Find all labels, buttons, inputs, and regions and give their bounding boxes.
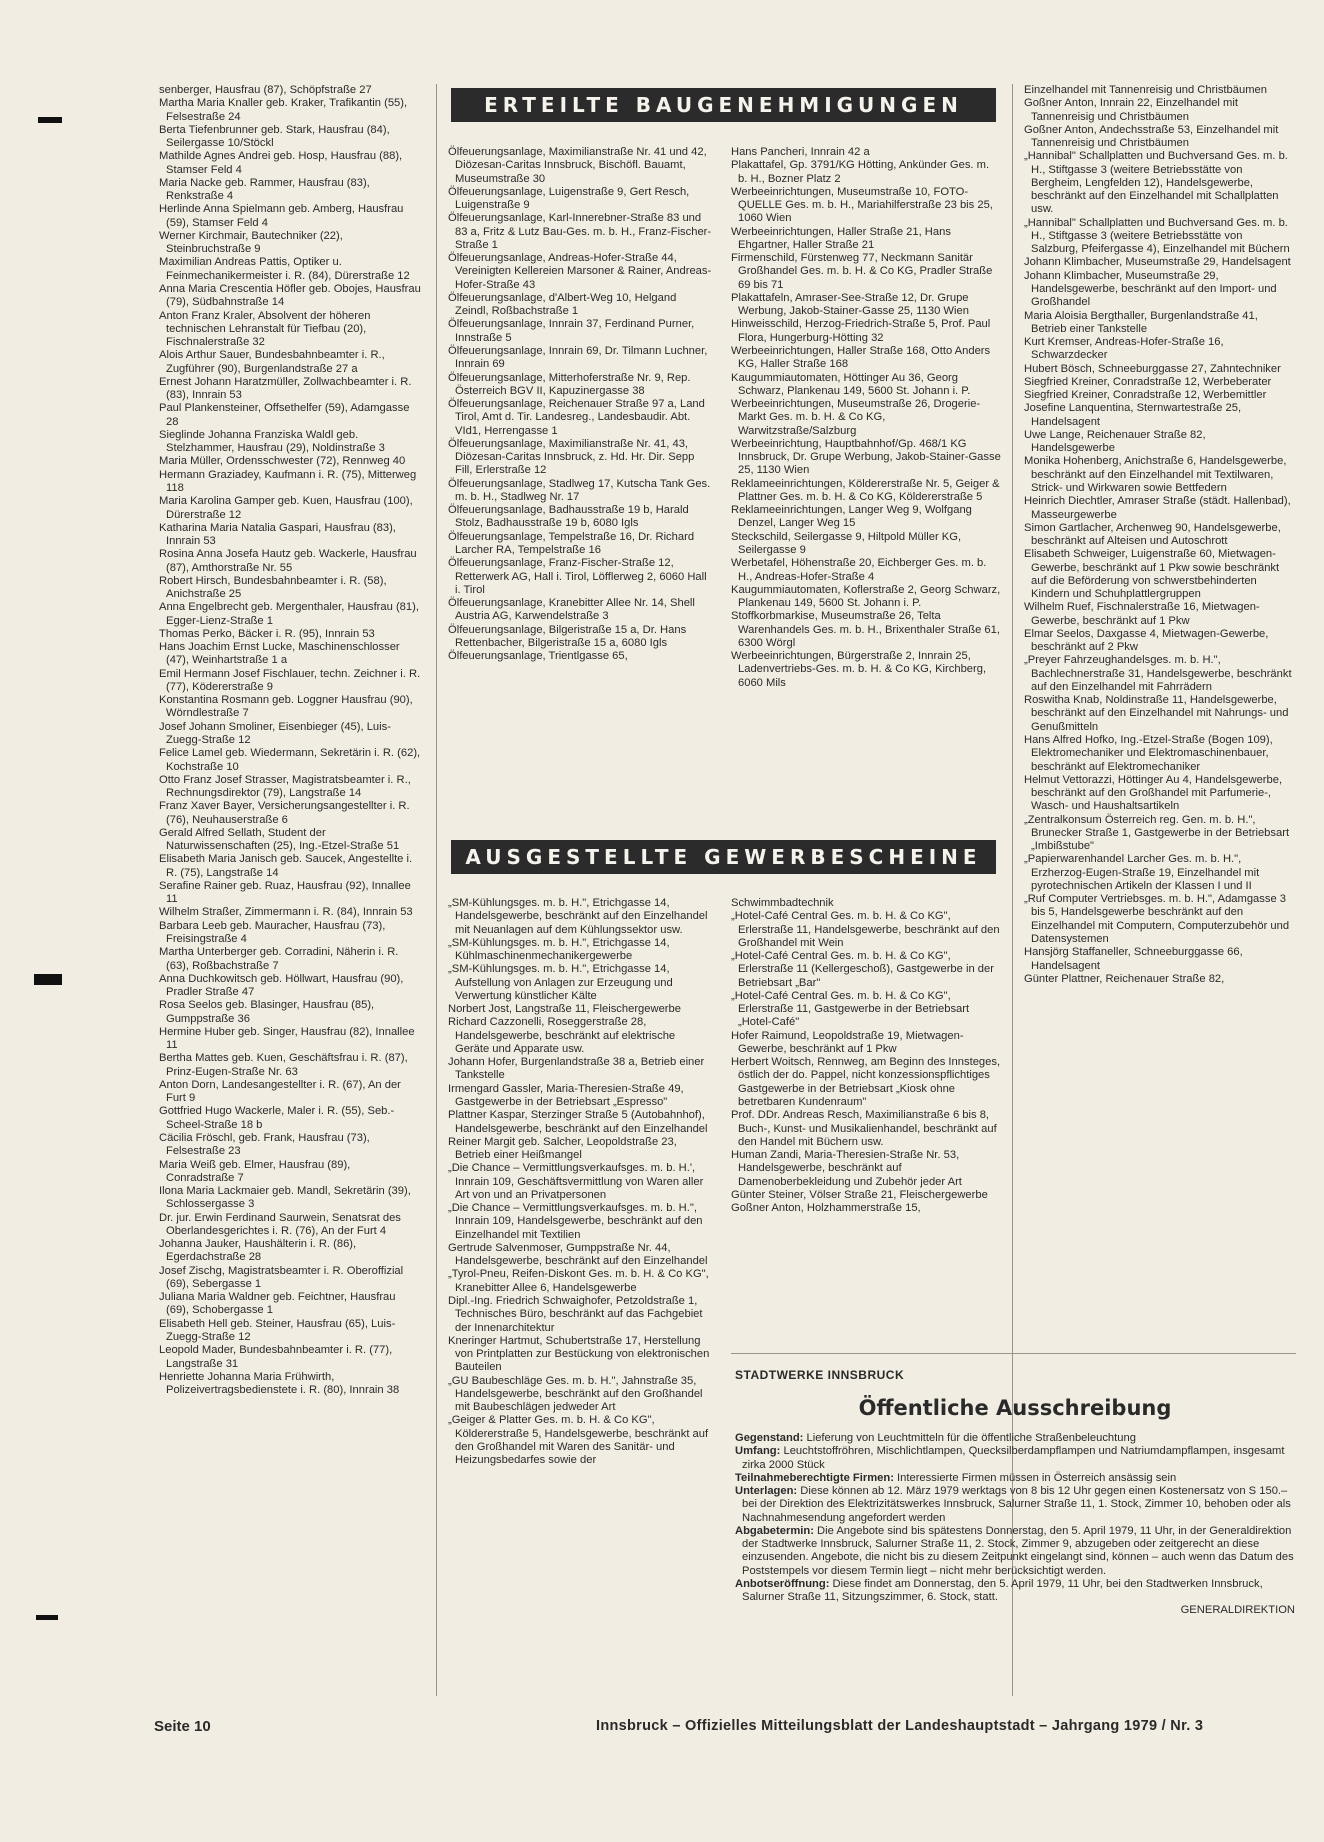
page-number: Seite 10 [154,1718,211,1735]
list-item: Alois Arthur Sauer, Bundesbahnbeamter i. R., Zugführer (90), Burgenlandstraße 27 a [159,349,385,375]
list-item: Heinrich Diechtler, Amraser Straße (städt. Hallenbad), Masseurgewerbe [1024,495,1291,521]
list-item: senberger, Hausfrau (87), Schöpfstraße 27 [159,84,372,96]
list-item: Ölfeuerungsanlage, Reichenauer Straße 97 a, Land Tirol, Amt d. Tir. Landesreg., Landesbaudir. Abt. VId1, Herrengasse 1 [448,398,705,437]
list-item: Kaugummiautomaten, Koflerstraße 2, Georg Schwarz, Plankenau 149, 5600 St. Johann i. P. [731,583,1001,610]
column-divider [436,84,437,1696]
list-item: Hermine Huber geb. Singer, Hausfrau (82), Innallee 11 [159,1025,415,1052]
list-item: Ölfeuerungsanlage, Maximilianstraße Nr. 41, 43, Diözesan-Caritas Innsbruck, z. Hd. Hr. Dir. Sepp Fill, Erlerstraße 12 [448,437,695,477]
list-item: Anna Engelbrecht geb. Mergenthaler, Hausfrau (81), Egger-Lienz-Straße 1 [159,601,419,627]
list-item: Dr. jur. Erwin Ferdinand Saurwein, Senatsrat des Oberlandesgerichtes i. R. (76), An der Furt 4 [159,1211,401,1237]
list-item: Maria Aloisia Bergthaller, Burgenlandstraße 41, Betrieb einer Tankstelle [1024,309,1258,335]
list-item: Maria Müller, Ordensschwester (72), Rennweg 40 [159,455,406,468]
registration-mark [34,974,62,985]
list-item: Ölfeuerungsanlage, Karl-Innerebner-Straße 83 und 83 a, Fritz & Lutz Bau-Ges. m. b. H., Franz-Fischer-Straße 1 [448,212,712,251]
list-item: Werbeeinrichtungen, Bürgerstraße 2, Innrain 25, Ladenvertriebs-Ges. m. b. H. & Co KG, Kirchberg, 6060 Mils [731,650,987,689]
list-item: Helmut Vettorazzi, Höttinger Au 4, Handelsgewerbe, beschränkt auf den Großhandel mit Parfumerie-, Wasch- und Haushaltsartikeln [1024,773,1283,813]
list-item: „Ruf Computer Vertriebsges. m. b. H.", Adamgasse 3 bis 5, Handelsgewerbe beschränkt auf den Einzelhandel mit Computern, Computerzubehör und Datensystemen [1024,893,1290,945]
list-item: Günter Steiner, Völser Straße 21, Fleischergewerbe [731,1188,988,1201]
list-item: Hofer Raimund, Leopoldstraße 19, Mietwagen-Gewerbe, beschränkt auf 1 Pkw [731,1029,964,1055]
list-item: Siegfried Kreiner, Conradstraße 12, Werbeberater [1024,375,1272,388]
list-item: Ölfeuerungsanlage, Bilgeristraße 15 a, Dr. Hans Rettenbacher, Bilgeristraße 15 a, 6080 Igls [448,623,687,649]
list-item: Sieglinde Johanna Franziska Waldl geb. Stelzhammer, Hausfrau (29), Noldinstraße 3 [159,428,385,455]
list-item: Leopold Mader, Bundesbahnbeamter i. R. (77), Langstraße 31 [159,1344,393,1370]
list-item: Steckschild, Seilergasse 9, Hiltpold Müller KG, Seilergasse 9 [731,530,962,556]
section-divider [731,1353,1296,1354]
tender-item-label: Anbotseröffnung: [735,1577,830,1590]
list-item: Elmar Seelos, Daxgasse 4, Mietwagen-Gewerbe, beschränkt auf 2 Pkw [1024,627,1269,654]
list-item: Katharina Maria Natalia Gaspari, Hausfrau (83), Innrain 53 [159,521,396,548]
list-item: Siegfried Kreiner, Conradstraße 12, Werbemittler [1024,389,1267,402]
tender-item-text: Diese können ab 12. März 1979 werktags von 8 bis 12 Uhr gegen einen Kostenersatz von S 150.– bei der Direktion des Elektrizitätswerkes Innsbruck, Salurner Straße 11, 1. Stock, Zimmer 10, behoben oder als Nachnahmesendung angefordert werden [742,1485,1291,1524]
list-item: Elisabeth Maria Janisch geb. Saucek, Angestellte i. R. (75), Langstraße 14 [159,853,413,879]
list-item: Emil Hermann Josef Fischlauer, techn. Zeichner i. R. (77), Ködererstraße 9 [159,667,421,693]
list-item: Gottfried Hugo Wackerle, Maler i. R. (55), Seb.-Scheel-Straße 18 b [159,1105,395,1131]
list-item: Werbeeinrichtungen, Haller Straße 168, Otto Anders KG, Haller Straße 168 [731,344,991,371]
list-item: Otto Franz Josef Strasser, Magistratsbeamter i. R., Rechnungsdirektor (79), Langstraße 14 [159,773,411,800]
list-item: Goßner Anton, Innrain 22, Einzelhandel mit Tannenreisig und Christbäumen [1024,97,1238,123]
list-item: Prof. DDr. Andreas Resch, Maximilianstraße 6 bis 8, Buch-, Kunst- und Musikalienhandel, beschränkt auf den Handel mit Büchern usw. [731,1109,997,1148]
list-item: „Die Chance – Vermittlungsverkaufsges. m. b. H.", Innrain 109, Handelsgewerbe, beschränkt auf den Einzelhandel mit Textilien [448,1202,703,1241]
list-item: Ölfeuerungsanlage, Tempelstraße 16, Dr. Richard Larcher RA, Tempelstraße 16 [448,530,695,556]
list-item: Bertha Mattes geb. Kuen, Geschäftsfrau i. R. (87), Prinz-Eugen-Straße Nr. 63 [159,1052,408,1078]
list-item: Henriette Johanna Maria Frühwirth, Polizeivertragsbedienstete i. R. (80), Innrain 38 [159,1370,400,1397]
list-item: Herlinde Anna Spielmann geb. Amberg, Hausfrau (59), Stamser Feld 4 [159,203,404,229]
tender-item-text: Diese findet am Donnerstag, den 5. April 1979, 11 Uhr, bei den Stadtwerken Innsbruck, Salurner Straße 11, Sitzungszimmer, 6. Stock, statt. [742,1577,1263,1604]
list-item: Ölfeuerungsanlage, Innrain 37, Ferdinand Purner, Innstraße 5 [448,318,695,344]
list-item: „Preyer Fahrzeughandelsges. m. b. H.", Bachlechnerstraße 31, Handelsgewerbe, beschränkt auf den Einzelhandel mit Fahrrädern [1024,654,1292,693]
gewerbescheine-right-column [731,897,1001,1215]
list-item: Ernest Johann Haratzmüller, Zollwachbeamter i. R. (83), Innrain 53 [159,375,412,402]
list-item: Franz Xaver Bayer, Versicherungsangestellter i. R. (76), Neuhauserstraße 6 [159,800,410,826]
tender-item-label: Unterlagen: [735,1485,798,1498]
gewerbescheine-left-column [448,897,712,1467]
list-item: Maria Nacke geb. Rammer, Hausfrau (83), Renkstraße 4 [159,176,370,203]
list-item: Kneringer Hartmut, Schubertstraße 17, Herstellung von Printplatten zur Bestückung von elektronischen Bauteilen [448,1334,710,1374]
list-item: Ölfeuerungsanlage, d'Albert-Weg 10, Helgand Zeindl, Roßbachstraße 1 [448,291,677,318]
list-item: Josefine Lanquentina, Sternwartestraße 25, Handelsagent [1024,402,1242,428]
list-item: „Hotel-Café Central Ges. m. b. H. & Co KG", Erlerstraße 11, Gastgewerbe in der Betriebsart „Hotel-Café" [731,989,970,1029]
list-item: Konstantina Rosmann geb. Loggner Hausfrau (90), Wörndlestraße 7 [159,694,413,720]
list-item: Anton Dorn, Landesangestellter i. R. (67), An der Furt 9 [159,1078,401,1105]
list-item: Maximilian Andreas Pattis, Optiker u. Feinmechanikermeister i. R. (84), Dürerstraße 12 [159,256,410,282]
list-item: Martha Maria Knaller geb. Kraker, Trafikantin (55), Felsestraße 24 [159,97,408,123]
tender-item-text: Leuchtstoffröhren, Mischlichtlampen, Quecksilberdampflampen und Natriumdampflampen, insgesamt zirka 2000 Stück [742,1445,1285,1471]
list-item: Robert Hirsch, Bundesbahnbeamter i. R. (58), Anichstraße 25 [159,574,387,601]
list-item: Hermann Graziadey, Kaufmann i. R. (75), Mitterweg 118 [159,468,417,494]
list-item: Reklameeinrichtungen, Köldererstraße Nr. 5, Geiger & Plattner Ges. m. b. H. & Co KG, Köldererstraße 5 [731,477,1000,503]
list-item: „Die Chance – Vermittlungsverkaufsges. m. b. H.', Innrain 109, Geschäftsvermittlung von Waren aller Art von und an Privatpersonen [448,1162,704,1201]
list-item: Herbert Woitsch, Rennweg, am Beginn des Innsteges, östlich der do. Pappel, nicht konzessionspflichtiges Gastgewerbe in der Betriebsart „Kiosk ohne betretbaren Kundenraum" [731,1056,1001,1108]
list-item: Rosa Seelos geb. Blasinger, Hausfrau (85), Gumppstraße 36 [159,999,375,1025]
list-item: Einzelhandel mit Tannenreisig und Christbäumen [1024,84,1267,96]
tender-item-label: Teilnahmeberechtigte Firmen: [735,1471,894,1484]
death-notices-column [159,84,421,1397]
publication-line: Innsbruck – Offizielles Mitteilungsblatt der Landeshauptstadt – Jahrgang 1979 / Nr. 3 [596,1718,1204,1734]
list-item: „Geiger & Platter Ges. m. b. H. & Co KG", Köldererstraße 5, Handelsgewerbe, beschränkt auf den Großhandel mit Waren des Sanitär- und Heizungsbedarfes sowie der [448,1414,709,1467]
list-item: Anna Maria Crescentia Höfler geb. Obojes, Hausfrau (79), Südbahnstraße 14 [159,282,421,309]
list-item: Schwimmbadtechnik [731,897,834,909]
list-item: Johanna Jauker, Haushälterin i. R. (86), Egerdachstraße 28 [159,1238,357,1264]
tender-body [735,1432,1295,1604]
list-item: Plakattafel, Gp. 3791/KG Hötting, Ankünder Ges. m. b. H., Bozner Platz 2 [731,159,990,185]
tender-item-text: Lieferung von Leuchtmitteln für die öffentliche Straßenbeleuchtung [803,1432,1136,1444]
tender-signature: GENERALDIREKTION [1180,1604,1295,1617]
tender-item [735,1525,1295,1578]
registration-mark [38,117,62,123]
list-item: Ölfeuerungsanlage, Innrain 69, Dr. Tilmann Luchner, Innrain 69 [448,344,708,371]
tender-item [735,1472,1295,1485]
baugenehmigungen-left-column [448,146,712,663]
list-item: „Tyrol-Pneu, Reifen-Diskont Ges. m. b. H. & Co KG", Kranebitter Allee 6, Handelsgewerbe [448,1268,709,1294]
list-item: Werbeeinrichtungen, Museumstraße 10, FOTO-QUELLE Ges. m. b. H., Mariahilferstraße 23 bis 25, 1060 Wien [731,185,993,225]
list-item: „Papierwarenhandel Larcher Ges. m. b. H.", Erzherzog-Eugen-Straße 19, Einzelhandel mit pyrotechnischen Artikeln der Klassen I und II [1024,853,1260,892]
list-item: Kurt Kremser, Andreas-Hofer-Straße 16, Schwarzdecker [1024,336,1224,362]
list-item: Elisabeth Hell geb. Steiner, Hausfrau (65), Luis-Zuegg-Straße 12 [159,1317,396,1343]
list-item: Ilona Maria Lackmaier geb. Mandl, Sekretärin (39), Schlossergasse 3 [159,1185,411,1211]
list-item: „SM-Kühlungsges. m. b. H.", Etrichgasse 14, Aufstellung von Anlagen zur Erzeugung und Verwertung künstlicher Kälte [448,963,673,1002]
list-item: Berta Tiefenbrunner geb. Stark, Hausfrau (84), Seilergasse 10/Stöckl [159,123,390,150]
list-item: Hans Pancheri, Innrain 42 a [731,146,870,158]
list-item: Kaugummiautomaten, Höttinger Au 36, Georg Schwarz, Plankenau 149, 5600 St. Johann i. P. [731,371,971,397]
list-item: Martha Unterberger geb. Corradini, Näherin i. R. (63), Roßbachstraße 7 [159,946,399,972]
list-item: Johann Klimbacher, Museumstraße 29, Handelsgewerbe, beschränkt auf den Import- und Großhandel [1024,269,1277,309]
list-item: Ölfeuerungsanlage, Andreas-Hofer-Straße 44, Vereinigten Kellereien Marsoner & Rainer, Andreas-Hofer-Straße 43 [448,252,712,291]
list-item: Ölfeuerungsanlage, Luigenstraße 9, Gert Resch, Luigenstraße 9 [448,185,690,212]
list-item: Reiner Margit geb. Salcher, Leopoldstraße 23, Betrieb einer Heißmangel [448,1135,677,1162]
list-item: Goßner Anton, Holzhammerstraße 15, [731,1202,921,1215]
list-item: Human Zandi, Maria-Theresien-Straße Nr. 53, Handelsgewerbe, beschränkt auf Damenoberbekleidung und Zubehör jeder Art [731,1149,962,1188]
list-item: Maria Weiß geb. Elmer, Hausfrau (89), Conradstraße 7 [159,1158,351,1184]
list-item: Serafine Rainer geb. Ruaz, Hausfrau (92), Innallee 11 [159,879,411,906]
list-item: Maria Karolina Gamper geb. Kuen, Hausfrau (100), Dürerstraße 12 [159,495,413,521]
list-item: Elisabeth Schweiger, Luigenstraße 60, Mietwagen-Gewerbe, beschränkt auf 1 Pkw sowie beschränkt auf die Beförderung von schwerstbehinderten Kindern und Schuhplattlergruppen [1024,548,1280,601]
list-item: Werbeeinrichtungen, Museumstraße 26, Drogerie-Markt Ges. m. b. H. & Co KG, Warwitzstraße/Salzburg [731,398,981,437]
list-item: Stoffkorbmarkise, Museumstraße 26, Telta Warenhandels Ges. m. b. H., Brixenthaler Straße 61, 6300 Wörgl [731,610,1000,649]
tender-item [735,1485,1295,1525]
list-item: Juliana Maria Waldner geb. Feichtner, Hausfrau (69), Schobergasse 1 [159,1291,396,1317]
list-item: „SM-Kühlungsges. m. b. H.", Etrichgasse 14, Kühlmaschinenmechanikergewerbe [448,936,670,963]
list-item: „Hotel-Café Central Ges. m. b. H. & Co KG", Erlerstraße 11 (Kellergeschoß), Gastgewerbe in der Betriebsart „Bar" [731,950,994,989]
list-item: Hans Joachim Ernst Lucke, Maschinenschlosser (47), Weinhartstraße 1 a [159,641,400,667]
list-item: Barbara Leeb geb. Mauracher, Hausfrau (73), Freisingstraße 4 [159,919,386,945]
tender-item-text: Interessierte Firmen müssen in Österreich ansässig sein [893,1471,1177,1484]
banner-baugenehmigungen: ERTEILTE BAUGENEHMIGUNGEN [451,88,996,122]
list-item: Wilhelm Ruef, Fischnalerstraße 16, Mietwagen-Gewerbe, beschränkt auf 1 Pkw [1024,601,1260,627]
list-item: Gertrude Salvenmoser, Gumppstraße Nr. 44, Handelsgewerbe, beschränkt auf den Einzelhandel [448,1241,708,1268]
list-item: Felice Lamel geb. Wiedermann, Sekretärin i. R. (62), Kochstraße 10 [159,747,421,773]
list-item: Reklameeinrichtungen, Langer Weg 9, Wolfgang Denzel, Langer Weg 15 [731,504,972,530]
list-item: Roswitha Knab, Noldinstraße 11, Handelsgewerbe, beschränkt auf den Einzelhandel mit Nahrungs- und Genußmitteln [1024,694,1289,733]
tender-item [735,1445,1295,1472]
list-item: Hansjörg Staffaneller, Schneeburggasse 66, Handelsagent [1024,946,1243,972]
list-item: Anna Duchkowitsch geb. Höllwart, Hausfrau (90), Pradler Straße 47 [159,972,404,999]
list-item: Günter Plattner, Reichenauer Straße 82, [1024,972,1225,985]
list-item: Anton Franz Kraler, Absolvent der höheren technischen Lehranstalt für Tiefbau (20), Fischnalerstraße 32 [159,309,371,349]
list-item: „Zentralkonsum Österreich reg. Gen. m. b. H.", Brunecker Straße 1, Gastgewerbe in der Betriebsart „Imbißstube" [1024,813,1290,853]
list-item: Johann Klimbacher, Museumstraße 29, Handelsagent [1024,256,1291,269]
tender-item [735,1432,1295,1445]
baugenehmigungen-right-column [731,146,1001,690]
list-item: Hinweisschild, Herzog-Friedrich-Straße 5, Prof. Paul Flora, Hungerburg-Hötting 32 [731,318,991,344]
list-item: Werner Kirchmair, Bautechniker (22), Steinbruchstraße 9 [159,229,343,256]
list-item: Johann Hofer, Burgenlandstraße 38 a, Betrieb einer Tankstelle [448,1056,705,1082]
tender-item [735,1578,1295,1605]
registration-mark [36,1615,58,1620]
list-item: „Hannibal" Schallplatten und Buchversand Ges. m. b. H., Stiftgasse 3 (weitere Betriebsstätte von Salzburg, Pfeifergasse 4), Einzelhandel mit Büchern [1024,216,1290,256]
list-item: Ölfeuerungsanlage, Stadlweg 17, Kutscha Tank Ges. m. b. H., Stadlweg Nr. 17 [448,477,711,503]
list-item: Mathilde Agnes Andrei geb. Hosp, Hausfrau (88), Stamser Feld 4 [159,150,403,176]
list-item: „Hotel-Café Central Ges. m. b. H. & Co KG", Erlerstraße 11, Handelsgewerbe, beschränkt auf den Großhandel mit Wein [731,910,1000,949]
tender-title: Öffentliche Ausschreibung [858,1396,1172,1420]
list-item: Werbeeinrichtungen, Haller Straße 21, Hans Ehgartner, Haller Straße 21 [731,225,951,251]
tender-notice [735,1368,1295,1616]
tender-publisher: STADTWERKE INNSBRUCK [735,1368,905,1382]
list-item: Hans Alfred Hofko, Ing.-Etzel-Straße (Bogen 109), Elektromechaniker und Elektromaschinenbauer, beschränkt auf Elektromechaniker [1024,734,1273,773]
list-item: Richard Cazzonelli, Roseggerstraße 28, Handelsgewerbe, beschränkt auf elektrische Geräte und Apparate usw. [448,1016,676,1055]
banner-gewerbescheine: AUSGESTELLTE GEWERBESCHEINE [451,840,996,874]
list-item: „SM-Kühlungsges. m. b. H.", Etrichgasse 14, Handelsgewerbe, beschränkt auf den Einzelhandel mit Neuanlagen auf dem Kühlungssektor usw. [448,897,708,936]
list-item: Irmengard Gassler, Maria-Theresien-Straße 49, Gastgewerbe in der Betriebsart „Espresso" [448,1082,684,1108]
list-item: Ölfeuerungsanlage, Badhausstraße 19 b, Harald Stolz, Badhausstraße 19 b, 6080 Igls [448,504,689,530]
tender-item-label: Abgabetermin: [735,1524,814,1537]
list-item: Werbeeinrichtung, Hauptbahnhof/Gp. 468/1 KG Innsbruck, Dr. Grupe Werbung, Jakob-Stainer-Gasse 25, 1130 Wien [731,437,1001,477]
tender-item-text: Die Angebote sind bis spätestens Donnerstag, den 5. April 1979, 11 Uhr, in der Generaldirektion der Stadtwerke Innsbruck, Salurner Straße 11, 2. Stock, Zimmer 9, abzugeben oder zeitgerecht an diese einzusenden. Angebote, die nicht bis zu diesem Zeitpunkt eingelangt sind, können – auch wenn das Datum des Poststempels vor diesem Termin liegt – nicht mehr berücksichtigt werden. [742,1524,1294,1577]
list-item: Ölfeuerungsanlage, Kranebitter Allee Nr. 14, Shell Austria AG, Karwendelstraße 3 [448,597,695,623]
tender-item-label: Umfang: [735,1445,781,1458]
list-item: „Hannibal" Schallplatten und Buchversand Ges. m. b. H., Stiftgasse 3 (weitere Betriebsstätte von Bergheim, Lengfelden 12), Handelsgewerbe, beschränkt auf den Einzelhandel mit Schallplatten usw. [1024,150,1288,216]
list-item: Monika Hohenberg, Anichstraße 6, Handelsgewerbe, beschränkt auf den Einzelhandel mit Textilwaren, Strick- und Wirkwaren sowie Bettfedern [1024,455,1287,494]
list-item: Thomas Perko, Bäcker i. R. (95), Innrain 53 [159,627,375,640]
list-item: Hubert Bösch, Schneeburggasse 27, Zahntechniker [1024,362,1281,375]
list-item: Paul Plankensteiner, Offsethelfer (59), Adamgasse 28 [159,402,410,428]
list-item: Firmenschild, Fürstenweg 77, Neckmann Sanitär Großhandel Ges. m. b. H. & Co KG, Pradler Straße 69 bis 71 [731,252,993,291]
list-item: Rosina Anna Josefa Hautz geb. Wackerle, Hausfrau (87), Amthorstraße Nr. 55 [159,548,417,574]
list-item: Dipl.-Ing. Friedrich Schwaighofer, Petzoldstraße 1, Technisches Büro, beschränkt auf das Fachgebiet der Innenarchitektur [448,1294,703,1334]
list-item: Plakattafeln, Amraser-See-Straße 12, Dr. Grupe Werbung, Jakob-Stainer-Gasse 25, 1130 Wien [731,291,969,318]
list-item: Wilhelm Straßer, Zimmermann i. R. (84), Innrain 53 [159,906,413,919]
list-item: Plattner Kaspar, Sterzinger Straße 5 (Autobahnhof), Handelsgewerbe, beschränkt auf den Einzelhandel [448,1109,708,1135]
list-item: Norbert Jost, Langstraße 11, Fleischergewerbe [448,1003,681,1016]
list-item: Werbetafel, Höhenstraße 20, Eichberger Ges. m. b. H., Andreas-Hofer-Straße 4 [731,557,987,583]
list-item: Simon Gartlacher, Archenweg 90, Handelsgewerbe, beschränkt auf Alteisen und Autoschrott [1024,521,1281,548]
list-item: Uwe Lange, Reichenauer Straße 82, Handelsgewerbe [1024,428,1206,455]
list-item: Ölfeuerungsanlage, Trientlgasse 65, [448,650,628,663]
list-item: „GU Baubeschläge Ges. m. b. H.", Jahnstraße 35, Handelsgewerbe, beschränkt auf den Großhandel mit Baubeschlägen jedweder Art [448,1374,703,1414]
list-item: Ölfeuerungsanlage, Mitterhoferstraße Nr. 9, Rep. Österreich BGV II, Kapuzinergasse 38 [448,371,691,397]
list-item: Josef Zischg, Magistratsbeamter i. R. Oberoffizial (69), Sebergasse 1 [159,1264,404,1290]
list-item: Ölfeuerungsanlage, Maximilianstraße Nr. 41 und 42, Diözesan-Caritas Innsbruck, Bischöfl. Bauamt, Museumstraße 30 [448,146,707,185]
list-item: Cäcilia Fröschl, geb. Frank, Hausfrau (73), Felsestraße 23 [159,1131,370,1158]
gewerbescheine-continued-column [1024,84,1292,986]
list-item: Goßner Anton, Andechsstraße 53, Einzelhandel mit Tannenreisig und Christbäumen [1024,123,1279,150]
list-item: Ölfeuerungsanlage, Franz-Fischer-Straße 12, Retterwerk AG, Hall i. Tirol, Löfflerweg 2, 6060 Hall i. Tirol [448,557,707,596]
list-item: Josef Johann Smoliner, Eisenbieger (45), Luis-Zuegg-Straße 12 [159,720,391,747]
tender-item-label: Gegenstand: [735,1432,804,1444]
list-item: Gerald Alfred Sellath, Student der Naturwissenschaften (25), Ing.-Etzel-Straße 51 [159,826,400,853]
